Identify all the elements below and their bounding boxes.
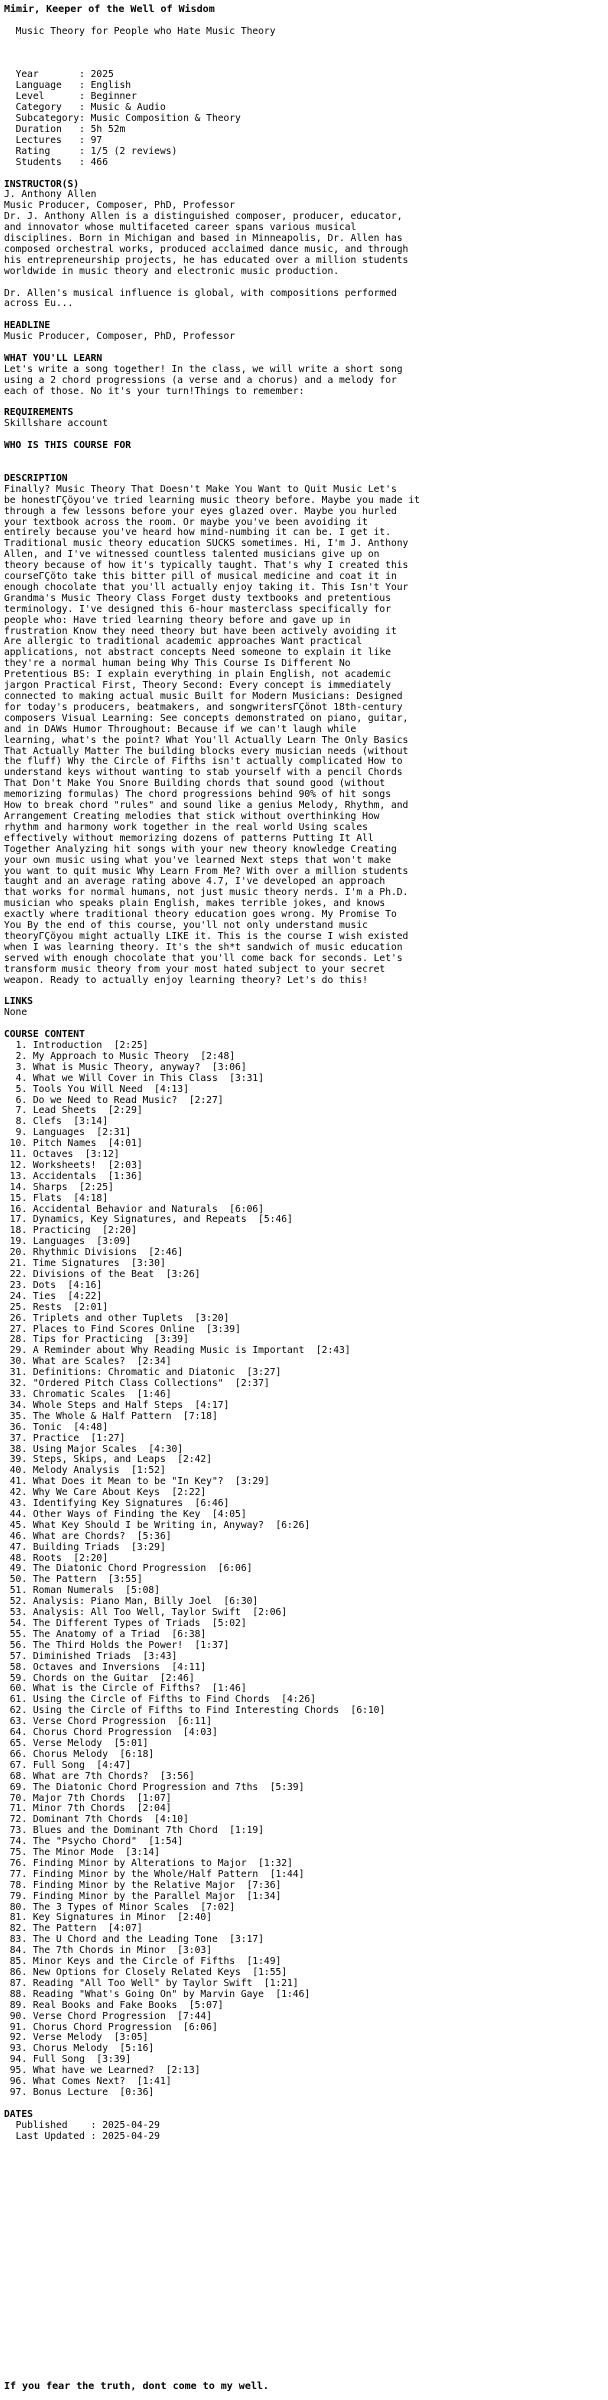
blank-line <box>4 169 604 180</box>
description-line: That Actually Matter The building blocks every musician needs (without <box>4 745 409 757</box>
lecture-item: 1. Introduction [2:25] <box>4 1039 149 1051</box>
lecture-item: 82. The Pattern [4:07] <box>4 1923 143 1935</box>
lecture-item: 13. Accidentals [1:36] <box>4 1170 143 1182</box>
lecture-item: 51. Roman Numerals [5:08] <box>4 1585 160 1597</box>
learn-line: each of those. No it's your turn!Things to remember: <box>4 385 305 397</box>
description-line: Arrangement Creating melodies that stick without overthinking How <box>4 810 380 822</box>
description-line: terminology. I've designed this 6-hour masterclass specifically for <box>4 603 391 615</box>
blank-line <box>4 38 604 49</box>
lecture-item: 56. The Third Holds the Power! [1:37] <box>4 1639 230 1651</box>
lecture-item: 88. Reading "What's Going On" by Marvin Gaye [1:46] <box>4 1988 311 2000</box>
who-heading: WHO IS THIS COURSE FOR <box>4 440 132 452</box>
description-line: memorizing formulas) The chord progressions behind 90% of hit songs <box>4 789 391 801</box>
description-line: courseΓÇöto take this bitter pill of musical medicine and coat it in <box>4 571 397 583</box>
lecture-item: 34. Whole Steps and Half Steps [4:17] <box>4 1399 230 1411</box>
course-details <box>4 16 604 2142</box>
lecture-item: 10. Pitch Names [4:01] <box>4 1138 143 1150</box>
lecture-item: 70. Major 7th Chords [1:07] <box>4 1792 172 1804</box>
instructor-bio-line: composed orchestral works, produced acclaimed dance music, and through <box>4 243 409 255</box>
lecture-item: 33. Chromatic Scales [1:46] <box>4 1388 172 1400</box>
lecture-item: 86. New Options for Closely Related Keys [1:55] <box>4 1967 288 1978</box>
lecture-item: 84. The 7th Chords in Minor [3:03] <box>4 1945 212 1957</box>
blank-line <box>4 452 604 463</box>
headline-heading: HEADLINE <box>4 320 51 332</box>
lecture-item: 35. The Whole & Half Pattern [7:18] <box>4 1410 218 1422</box>
lecture-item: 64. Chorus Chord Progression [4:03] <box>4 1727 218 1739</box>
description-line: connected to making actual music Built for Modern Musicians: Designed <box>4 691 403 702</box>
instructor-bio-line: Dr. J. Anthony Allen is a distinguished composer, producer, educator, <box>4 211 403 223</box>
date-updated: Last Updated : 2025-04-29 <box>4 2130 160 2142</box>
lecture-item: 47. Building Triads [3:29] <box>4 1541 166 1553</box>
description-line: when I was learning theory. It's the sh*t sandwich of music education <box>4 941 403 953</box>
description-line: your textbook across the room. Or maybe you've been avoiding it <box>4 516 368 528</box>
date-published: Published : 2025-04-29 <box>4 2119 160 2131</box>
learn-heading: WHAT YOU'LL LEARN <box>4 352 103 364</box>
lecture-item: 95. What have we Learned? [2:13] <box>4 2065 201 2077</box>
description-line: they're a normal human being Why This Course Is Different No <box>4 658 351 670</box>
lecture-item: 77. Finding Minor by the Whole/Half Pattern [1:44] <box>4 1868 305 1880</box>
meta-language: Language : English <box>4 80 132 92</box>
links-heading: LINKS <box>4 996 33 1008</box>
instructors-heading: INSTRUCTOR(S) <box>4 178 80 190</box>
requirements-text: Skillshare account <box>4 418 108 430</box>
lecture-item: 49. The Diatonic Chord Progression [6:06] <box>4 1563 253 1575</box>
lecture-item: 62. Using the Circle of Fifths to Find Interesting Chords [6:10] <box>4 1705 386 1717</box>
description-line: You By the end of this course, you'll not only understand music <box>4 920 368 932</box>
description-line: applications, not abstract concepts Need someone to explain it like <box>4 647 391 659</box>
lecture-item: 48. Roots [2:20] <box>4 1552 108 1564</box>
lecture-item: 15. Flats [4:18] <box>4 1192 108 1204</box>
meta-level: Level : Beginner <box>4 91 137 103</box>
lecture-item: 21. Time Signatures [3:30] <box>4 1258 166 1270</box>
lecture-item: 25. Rests [2:01] <box>4 1301 108 1313</box>
lecture-item: 65. Verse Melody [5:01] <box>4 1737 149 1749</box>
description-line: the fluff) Why the Circle of Fifths isn't actually complicated How to <box>4 756 403 768</box>
lecture-item: 90. Verse Chord Progression [7:44] <box>4 2010 212 2022</box>
description-line: transform music theory from your most hated subject to your secret <box>4 963 386 975</box>
lecture-item: 29. A Reminder about Why Reading Music is Important [2:43] <box>4 1345 351 1357</box>
learn-line: using a 2 chord progressions (a verse and a chorus) and a melody for <box>4 374 397 386</box>
description-line: Finally? Music Theory That Doesn't Make You Want to Quit Music Let's <box>4 483 397 495</box>
lecture-item: 75. The Minor Mode [3:14] <box>4 1847 160 1859</box>
description-line: enough chocolate that you'll actually enjoy taking it. This Isn't Your <box>4 581 409 593</box>
lecture-item: 46. What are Chords? [5:36] <box>4 1530 172 1542</box>
instructor-bio-line: his entrepreneurship projects, he has educated over a million students <box>4 254 409 266</box>
lecture-item: 12. Worksheets! [2:03] <box>4 1159 143 1171</box>
instructor-bio-line: across Eu... <box>4 298 74 310</box>
links-text: None <box>4 1007 28 1019</box>
description-line: frustration Know they need theory but have been actively avoiding it <box>4 625 397 637</box>
lecture-item: 79. Finding Minor by the Parallel Major [1:34] <box>4 1890 282 1902</box>
blank-line <box>4 49 604 60</box>
dates-heading: DATES <box>4 2108 33 2120</box>
lecture-item: 68. What are 7th Chords? [3:56] <box>4 1770 195 1782</box>
lecture-item: 41. What Does it Mean to be "In Key"? [3:29] <box>4 1476 270 1488</box>
meta-duration: Duration : 5h 52m <box>4 124 126 135</box>
learn-line: Let's write a song together! In the class, we will write a short song <box>4 363 403 375</box>
lecture-item: 81. Key Signatures in Minor [2:40] <box>4 1912 212 1924</box>
blank-line <box>4 398 604 409</box>
lecture-item: 52. Analysis: Piano Man, Billy Joel [6:30] <box>4 1596 259 1608</box>
lecture-item: 59. Chords on the Guitar [2:46] <box>4 1672 195 1684</box>
instructor-bio-line <box>4 278 604 289</box>
lecture-item: 50. The Pattern [3:55] <box>4 1574 143 1586</box>
lecture-item: 83. The U Chord and the Leading Tone [3:17] <box>4 1934 264 1946</box>
description-line: be honestΓÇöyou've tried learning music theory before. Maybe you made it <box>4 494 420 506</box>
description-line: that works for normal humans, not just music theory nerds. I'm a Ph.D. <box>4 887 409 899</box>
lecture-item: 66. Chorus Melody [6:18] <box>4 1748 155 1760</box>
lecture-item: 7. Lead Sheets [2:29] <box>4 1105 143 1117</box>
requirements-heading: REQUIREMENTS <box>4 407 74 419</box>
description-line: theory because of how it's typically taught. That's why I created this <box>4 560 409 572</box>
lecture-item: 22. Divisions of the Beat [3:26] <box>4 1269 201 1280</box>
lecture-item: 40. Melody Analysis [1:52] <box>4 1465 166 1477</box>
lecture-item: 63. Verse Chord Progression [6:11] <box>4 1716 212 1728</box>
lecture-item: 17. Dynamics, Key Signatures, and Repeats [5:46] <box>4 1214 293 1226</box>
lecture-item: 73. Blues and the Dominant 7th Chord [1:19] <box>4 1825 264 1837</box>
description-line: for today's producers, beatmakers, and songwritersΓÇönot 18th-century <box>4 701 403 713</box>
lecture-item: 14. Sharps [2:25] <box>4 1181 114 1193</box>
description-line: composers Visual Learning: See concepts demonstrated on piano, guitar, <box>4 712 409 724</box>
description-line: weapon. Ready to actually enjoy learning theory? Let's do this! <box>4 974 368 986</box>
lecture-item: 20. Rhythmic Divisions [2:46] <box>4 1247 184 1259</box>
lecture-item: 19. Languages [3:09] <box>4 1236 132 1248</box>
lecture-item: 60. What is the Circle of Fifths? [1:46] <box>4 1683 247 1695</box>
lecture-item: 78. Finding Minor by the Relative Major [7:36] <box>4 1879 282 1891</box>
lecture-item: 4. What we Will Cover in This Class [3:31] <box>4 1072 264 1084</box>
lecture-item: 76. Finding Minor by Alterations to Major [1:32] <box>4 1857 293 1869</box>
lecture-item: 96. What Comes Next? [1:41] <box>4 2076 172 2088</box>
description-line: Are allergic to traditional academic approaches Want practical <box>4 636 363 648</box>
lecture-item: 44. Other Ways of Finding the Key [4:05] <box>4 1508 247 1520</box>
instructor-bio-line: and innovator whose multifaceted career spans various musical <box>4 222 357 234</box>
lecture-item: 53. Analysis: All Too Well, Taylor Swift [2:06] <box>4 1607 288 1619</box>
course-content-heading: COURSE CONTENT <box>4 1029 85 1041</box>
lecture-item: 93. Chorus Melody [5:16] <box>4 2043 155 2055</box>
lecture-item: 69. The Diatonic Chord Progression and 7ths [5:39] <box>4 1781 305 1793</box>
lecture-item: 42. Why We Care About Keys [2:22] <box>4 1487 207 1499</box>
description-line: served with enough chocolate that you'll come back for seconds. Let's <box>4 952 403 964</box>
lecture-item: 91. Chorus Chord Progression [6:06] <box>4 2021 218 2033</box>
blank-line <box>4 1019 604 1030</box>
lecture-item: 3. What is Music Theory, anyway? [3:06] <box>4 1061 247 1073</box>
description-line: effectively without memorizing dozens of patterns Putting It All <box>4 832 374 844</box>
description-line: people who: Have tried learning theory before and gave up in <box>4 614 351 626</box>
footer-quote: If you fear the truth, dont come to my well. <box>4 2381 269 2392</box>
meta-category: Category : Music & Audio <box>4 102 166 114</box>
instructor-name: J. Anthony Allen <box>4 189 97 201</box>
lecture-item: 27. Places to Find Scores Online [3:39] <box>4 1323 241 1335</box>
description-line: Together Analyzing hit songs with your new theory knowledge Creating <box>4 843 397 855</box>
course-title: Music Theory for People who Hate Music Theory <box>4 25 276 37</box>
lecture-item: 26. Triplets and other Tuplets [3:20] <box>4 1312 230 1324</box>
lecture-item: 28. Tips for Practicing [3:39] <box>4 1334 189 1346</box>
lecture-item: 71. Minor 7th Chords [2:04] <box>4 1803 172 1815</box>
description-line: jargon Practical First, Theory Second: Every concept is immediately <box>4 680 391 692</box>
lecture-item: 11. Octaves [3:12] <box>4 1149 120 1161</box>
lecture-item: 31. Definitions: Chromatic and Diatonic [3:27] <box>4 1367 282 1379</box>
lecture-item: 80. The 3 Types of Minor Scales [7:02] <box>4 1901 236 1913</box>
lecture-item: 2. My Approach to Music Theory [2:48] <box>4 1050 236 1062</box>
lecture-item: 58. Octaves and Inversions [4:11] <box>4 1661 207 1673</box>
blank-line <box>4 2099 604 2110</box>
lecture-item: 16. Accidental Behavior and Naturals [6:06] <box>4 1203 264 1215</box>
description-line: That Don't Make You Snore Building chords that sound good (without <box>4 778 386 790</box>
lecture-item: 43. Identifying Key Signatures [6:46] <box>4 1498 230 1510</box>
site-header: Mimir, Keeper of the Well of Wisdom <box>4 4 215 15</box>
description-line: you want to quit music Why Learn From Me? With over a million students <box>4 865 409 877</box>
lecture-item: 24. Ties [4:22] <box>4 1290 103 1302</box>
headline-text: Music Producer, Composer, PhD, Professor <box>4 331 236 343</box>
lecture-item: 38. Using Major Scales [4:30] <box>4 1443 184 1455</box>
description-line: exactly where traditional theory education goes wrong. My Promise To <box>4 909 397 921</box>
lecture-item: 74. The "Psycho Chord" [1:54] <box>4 1836 184 1848</box>
meta-rating: Rating : 1/5 (2 reviews) <box>4 145 178 157</box>
blank-line <box>4 463 604 474</box>
description-line: learning, what's the point? What You'll Actually Learn The Only Basics <box>4 734 409 746</box>
meta-lectures: Lectures : 97 <box>4 134 103 146</box>
description-line: Pretentious BS: I explain everything in plain English, not academic <box>4 669 391 681</box>
lecture-item: 72. Dominant 7th Chords [4:10] <box>4 1814 189 1826</box>
description-line: theoryΓÇöyou might actually LIKE it. This is the course I wish existed <box>4 930 409 942</box>
blank-line <box>4 986 604 997</box>
lecture-item: 5. Tools You Will Need [4:13] <box>4 1083 189 1095</box>
meta-subcategory: Subcategory: Music Composition & Theory <box>4 113 241 125</box>
lecture-item: 87. Reading "All Too Well" by Taylor Swift [1:21] <box>4 1977 299 1989</box>
meta-students: Students : 466 <box>4 156 108 168</box>
lecture-item: 97. Bonus Lecture [0:36] <box>4 2086 155 2098</box>
lecture-item: 32. "Ordered Pitch Class Collections" [2:37] <box>4 1378 270 1390</box>
description-heading: DESCRIPTION <box>4 472 68 484</box>
description-line: through a few lessons before your eyes glazed over. Maybe you hurled <box>4 505 397 517</box>
meta-year: Year : 2025 <box>4 69 114 81</box>
description-line: How to break chord "rules" and sound like a genius Melody, Rhythm, and <box>4 800 409 812</box>
description-line: Allen, and I've witnessed countless talented musicians give up on <box>4 549 380 561</box>
instructor-bio-line: worldwide in music theory and electronic music production. <box>4 265 340 277</box>
instructor-title: Music Producer, Composer, PhD, Professor <box>4 200 236 212</box>
lecture-item: 23. Dots [4:16] <box>4 1279 103 1291</box>
lecture-item: 45. What Key Should I be Writing in, Anyway? [6:26] <box>4 1519 311 1531</box>
lecture-item: 8. Clefs [3:14] <box>4 1116 108 1128</box>
lecture-item: 85. Minor Keys and the Circle of Fifths [1:49] <box>4 1956 282 1968</box>
blank-line <box>4 310 604 321</box>
lecture-item: 36. Tonic [4:48] <box>4 1421 108 1433</box>
lecture-item: 18. Practicing [2:20] <box>4 1225 137 1237</box>
description-line: entirely because you've heard how mind-numbing it can be. I get it. <box>4 527 391 539</box>
lecture-item: 89. Real Books and Fake Books [5:07] <box>4 1999 224 2011</box>
description-line: and in DAWs Humor Throughout: Because if we can't laugh while <box>4 723 357 735</box>
lecture-item: 6. Do we Need to Read Music? [2:27] <box>4 1094 224 1106</box>
description-line: Traditional music theory education SUCKS sometimes. Hi, I'm J. Anthony <box>4 538 409 550</box>
description-line: rhythm and harmony work together in the real world Using scales <box>4 821 368 833</box>
instructor-bio-line: disciplines. Born in Michigan and based in Minneapolis, Dr. Allen has <box>4 233 403 245</box>
lecture-item: 37. Practice [1:27] <box>4 1432 126 1444</box>
description-line: understand keys without wanting to stab yourself with a pencil Chords <box>4 767 403 779</box>
lecture-item: 30. What are Scales? [2:34] <box>4 1356 172 1368</box>
lecture-item: 57. Diminished Triads [3:43] <box>4 1650 178 1662</box>
lecture-item: 39. Steps, Skips, and Leaps [2:42] <box>4 1454 212 1466</box>
lecture-item: 94. Full Song [3:39] <box>4 2054 132 2066</box>
lecture-item: 92. Verse Melody [3:05] <box>4 2032 149 2044</box>
lecture-item: 55. The Anatomy of a Triad [6:38] <box>4 1628 207 1640</box>
lecture-item: 61. Using the Circle of Fifths to Find Chords [4:26] <box>4 1694 316 1706</box>
description-line: musician who speaks plain English, makes terrible jokes, and knows <box>4 898 386 910</box>
lecture-item: 9. Languages [2:31] <box>4 1127 132 1139</box>
description-line: your own music using what you've learned Next steps that won't make <box>4 854 391 866</box>
instructor-bio-line: Dr. Allen's musical influence is global, with compositions performed <box>4 287 397 299</box>
description-line: taught and an average rating above 4.7, I've developed an approach <box>4 876 386 888</box>
lecture-item: 54. The Different Types of Triads [5:02] <box>4 1618 247 1629</box>
lecture-item: 67. Full Song [4:47] <box>4 1759 132 1771</box>
description-line: Grandma's Music Theory Class Forget dusty textbooks and pretentious <box>4 592 391 604</box>
